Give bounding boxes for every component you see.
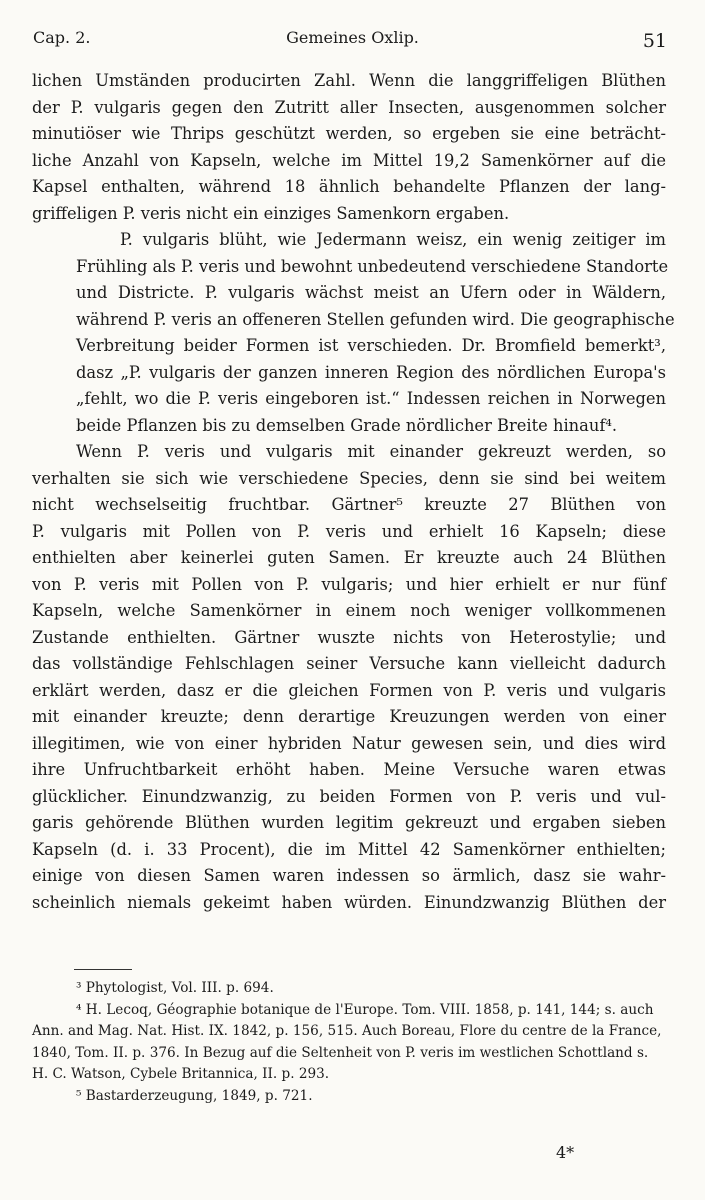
text-line: Kapseln, welche Samenkörner in einem noch weniger vollkommenen xyxy=(32,601,666,620)
paragraph xyxy=(32,68,666,227)
text-line: „fehlt, wo die P. veris eingeboren ist.“ Indessen reichen in Norwegen xyxy=(76,389,666,408)
running-header xyxy=(0,28,705,56)
text-line: Kapseln (d. i. 33 Procent), die im Mittel 42 Samenkörner enthielten; xyxy=(32,839,666,859)
paragraph xyxy=(32,227,675,439)
text-line: während P. veris an offeneren Stellen gefunden wird. Die geographische xyxy=(76,309,675,329)
text-line: Kapsel enthalten, während 18 ähnlich behandelte Pflanzen der lang- xyxy=(32,177,666,196)
text-line: liche Anzahl von Kapseln, welche im Mittel 19,2 Samenkörner auf die xyxy=(32,150,666,170)
text-line: glücklicher. Einundzwanzig, zu beiden Formen von P. veris und vul- xyxy=(32,786,666,806)
footnote: ³ Phytologist, Vol. III. p. 694. xyxy=(76,980,274,996)
footnote: ⁴ H. Lecoq, Géographie botanique de l'Europe. Tom. VIII. 1858, p. 141, 144; s. auch Ann. and Mag. Nat. Hist. IX. 1842, p. 156, 515. Auch Boreau, Flore du centre de la France, 1840, Tom. II. p. 376. In Bezug auf die Seltenheit von P. veris im westlichen Schottland s. H. C. Watson, Cybele Britannica, II. p. 293. xyxy=(32,1001,662,1082)
text-line: mit einander kreuzte; denn derartige Kreuzungen werden von einer xyxy=(32,707,666,726)
text-line: P. vulgaris blüht, wie Jedermann weisz, ein wenig zeitiger im xyxy=(120,230,666,249)
text-line: illegitimen, wie von einer hybriden Natur gewesen sein, und dies wird xyxy=(32,733,666,753)
running-title: Gemeines Oxlip. xyxy=(286,28,419,47)
text-line: garis gehörende Blüthen wurden legitim gekreuzt und ergaben sieben xyxy=(32,813,666,832)
text-line: Zustande enthielten. Gärtner wuszte nichts von Heterostylie; und xyxy=(32,627,666,647)
text-line: einige von diesen Samen waren indessen so ärmlich, dasz sie wahr- xyxy=(32,866,666,885)
text-line: P. vulgaris mit Pollen von P. veris und erhielt 16 Kapseln; diese xyxy=(32,521,666,541)
text-line: verhalten sie sich wie verschiedene Species, denn sie sind bei weitem xyxy=(32,468,666,488)
footnote: ⁵ Bastarderzeugung, 1849, p. 721. xyxy=(76,1087,313,1104)
footnote-rule xyxy=(74,969,132,970)
text-line: nicht wechselseitig fruchtbar. Gärtner⁵ kreuzte 27 Blüthen von xyxy=(32,495,666,514)
text-line: Verbreitung beider Formen ist verschieden. Dr. Bromfield bemerkt³, xyxy=(76,336,666,355)
signature-mark: 4* xyxy=(556,1143,575,1162)
text-line: beide Pflanzen bis zu demselben Grade nördlicher Breite hinauf⁴. xyxy=(76,415,618,435)
text-line: griffeligen P. veris nicht ein einziges Samenkorn ergaben. xyxy=(32,203,510,223)
text-line: und Districte. P. vulgaris wächst meist an Ufern oder in Wäldern, xyxy=(76,283,666,302)
text-line: lichen Umständen producirten Zahl. Wenn die langgriffeligen Blüthen xyxy=(32,71,666,90)
chapter-label: Cap. 2. xyxy=(33,28,91,47)
paragraph xyxy=(32,439,666,916)
page-number: 51 xyxy=(642,30,667,52)
text-line: enthielten aber keinerlei guten Samen. Er kreuzte auch 24 Blüthen xyxy=(32,548,666,567)
text-line: Frühling als P. veris und bewohnt unbedeutend verschiedene Standorte xyxy=(76,256,669,276)
text-line: das vollständige Fehlschlagen seiner Versuche kann vielleicht dadurch xyxy=(32,654,666,673)
text-line: dasz „P. vulgaris der ganzen inneren Region des nördlichen Europa's xyxy=(76,362,666,382)
text-line: der P. vulgaris gegen den Zutritt aller Insecten, ausgenommen solcher xyxy=(32,97,666,117)
main-text xyxy=(32,68,675,916)
text-line: minutiöser wie Thrips geschützt werden, so ergeben sie eine beträcht- xyxy=(32,124,666,143)
text-line: scheinlich niemals gekeimt haben würden. Einundzwanzig Blüthen der xyxy=(32,892,666,912)
text-line: Wenn P. veris und vulgaris mit einander gekreuzt werden, so xyxy=(76,442,666,461)
text-line: von P. veris mit Pollen von P. vulgaris; und hier erhielt er nur fünf xyxy=(32,574,666,594)
text-line: erklärt werden, dasz er die gleichen Formen von P. veris und vulgaris xyxy=(32,680,666,700)
footnotes xyxy=(32,978,666,1107)
text-line: ihre Unfruchtbarkeit erhöht haben. Meine Versuche waren etwas xyxy=(32,760,666,779)
